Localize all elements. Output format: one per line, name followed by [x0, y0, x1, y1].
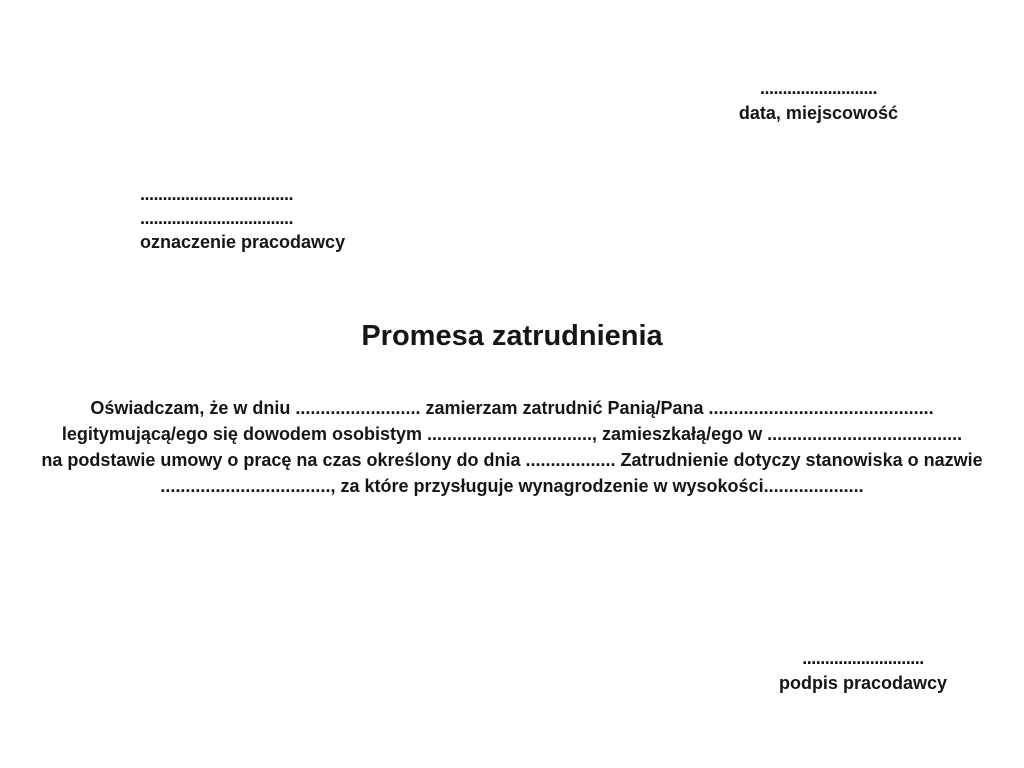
employer-designation-block [140, 182, 345, 254]
employer-signature-block [779, 646, 947, 696]
body-line-3: na podstawie umowy o pracę na czas określony do dnia .................. Zatrudnienie dotyczy stanowiska o nazwie [41, 450, 983, 470]
signature-label: podpis pracodawcy [778, 673, 947, 693]
date-location-label: data, miejscowość [738, 103, 898, 123]
signature-dotted-line: ........................... [802, 648, 924, 668]
body-line-2: legitymującą/ego się dowodem osobistym ................................., zamieszkałą/ego w ....................................... [61, 424, 963, 444]
body-line-4: .................................., za które przysługuje wynagrodzenie w wysokości.................... [160, 476, 864, 496]
employer-dotted-line-2: .................................. [140, 208, 294, 228]
date-dotted-line: .......................... [759, 78, 877, 98]
date-location-block [739, 76, 898, 126]
document-title: Promesa zatrudnienia [361, 320, 663, 352]
body-paragraph [0, 395, 1024, 499]
employer-designation-label: oznaczenie pracodawcy [140, 232, 346, 252]
employer-dotted-line-1: .................................. [140, 184, 294, 204]
body-line-1: Oświadczam, że w dniu ......................... zamierzam zatrudnić Panią/Pana ............................................. [90, 398, 934, 418]
